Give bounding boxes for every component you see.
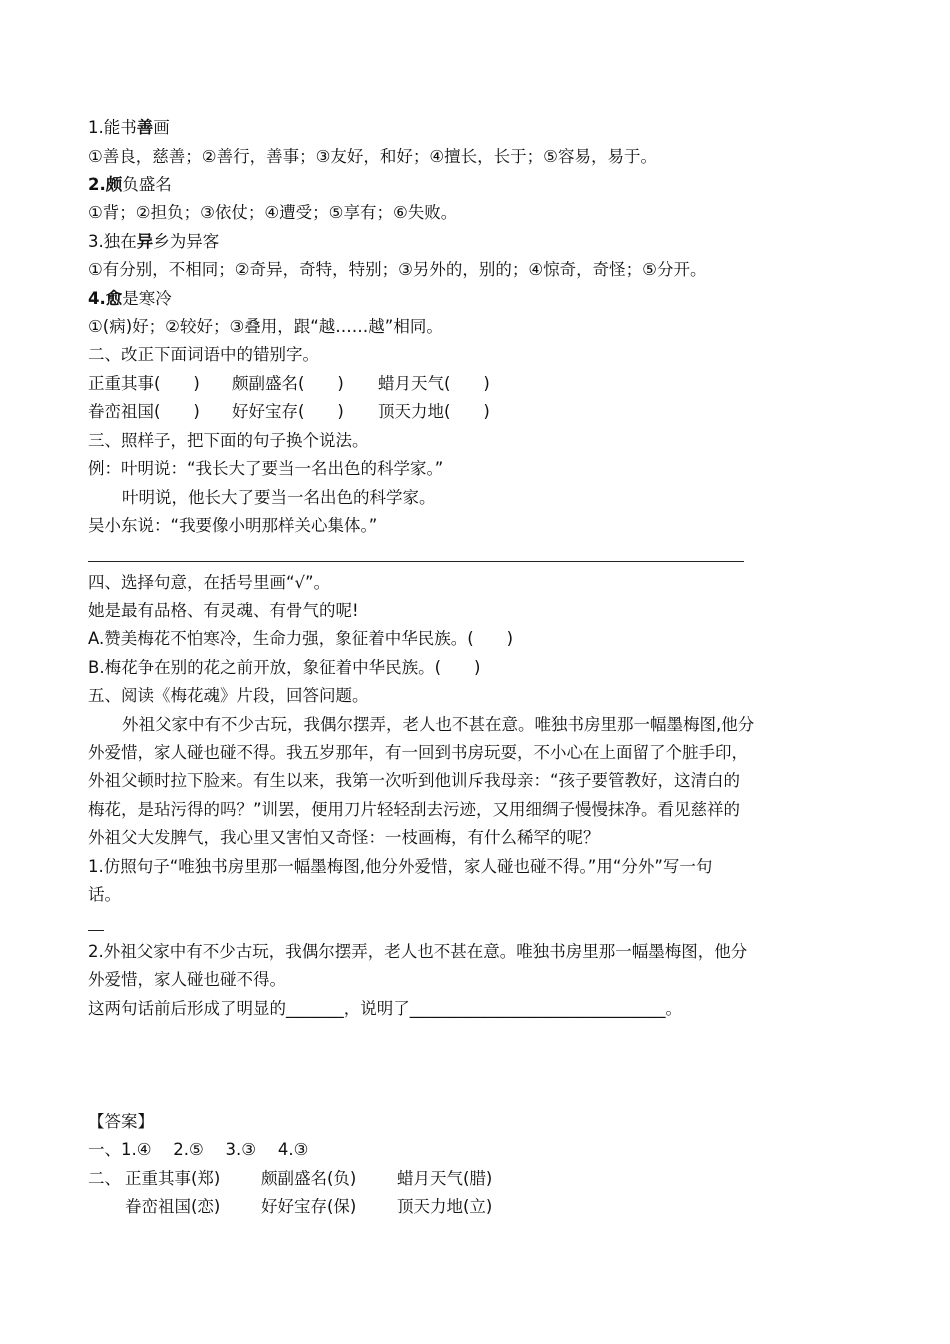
answer-word: 眷峦祖国(恋) xyxy=(125,1197,221,1216)
q1-item1: 1.能书善画 xyxy=(88,118,170,137)
q2-word: 好好宝存( ) xyxy=(232,402,344,421)
q4-title: 四、选择句意，在括号里画“√”。 xyxy=(88,573,331,592)
q4-sentence: 她是最有品格、有灵魂、有骨气的呢! xyxy=(88,601,359,620)
q5-title: 五、阅读《梅花魂》片段，回答问题。 xyxy=(88,686,369,705)
q1-item3-options: ①有分别，不相同；②奇异，奇特，特别；③另外的，别的；④惊奇，奇怪；⑤分开。 xyxy=(88,260,707,279)
q1-item4: 4.愈是寒冷 xyxy=(88,289,172,308)
q3-example-answer: 叶明说，他长大了要当一名出色的科学家。 xyxy=(122,488,436,507)
answers-title: 【答案】 xyxy=(88,1112,154,1131)
q5-passage-line: 梅花，是玷污得的吗？”训罢，便用刀片轻轻刮去污迹，又用细绸子慢慢抹净。看见慈祥的 xyxy=(88,800,741,819)
q2-word: 蜡月天气( ) xyxy=(378,374,490,393)
answer-word: 好好宝存(保) xyxy=(261,1197,357,1216)
answers-line1: 一、1.④ 2.⑤ 3.③ 4.③ xyxy=(88,1140,309,1159)
q4-option-b[interactable]: B.梅花争在别的花之前开放，象征着中华民族。( ) xyxy=(88,658,481,677)
q5-sub2: 外爱惜，家人碰也碰不得。 xyxy=(88,970,286,989)
q3-title: 三、照样子，把下面的句子换个说法。 xyxy=(88,431,369,450)
q1-item2: 2.颇负盛名 xyxy=(88,175,172,194)
q2-row1 xyxy=(88,370,863,399)
q2-title: 二、改正下面词语中的错别字。 xyxy=(88,345,319,364)
q5-passage-line: 外爱惜，家人碰也碰不得。我五岁那年，有一回到书房玩耍，不小心在上面留了个脏手印， xyxy=(88,743,748,762)
q2-row2 xyxy=(88,398,863,427)
q5-passage-line: 外祖父家中有不少古玩，我偶尔摆弄，老人也不甚在意。唯独书房里那一幅墨梅图,他分 xyxy=(122,715,755,734)
q5-passage-line: 外祖父顿时拉下脸来。有生以来，我第一次听到他训斥我母亲：“孩子要管教好，这清白的 xyxy=(88,771,741,790)
q5-passage-line: 外祖父大发脾气，我心里又害怕又奇怪：一枝画梅，有什么稀罕的呢？ xyxy=(88,828,600,847)
q1-item3: 3.独在异乡为异客 xyxy=(88,232,220,251)
q5-sub1: 1.仿照句子“唯独书房里那一幅墨梅图,他分外爱惜，家人碰也碰不得。”用“分外”写一句 xyxy=(88,857,713,876)
q1-item2-options: ①背；②担负；③依仗；④遭受；⑤享有；⑥失败。 xyxy=(88,203,458,222)
answer-word: 顶天力地(立) xyxy=(397,1197,493,1216)
answers-line3 xyxy=(125,1193,900,1222)
answers-line2: 二、 正重其事(郑) 颇副盛名(负) 蜡月天气(腊) xyxy=(88,1165,863,1194)
q5-sub2: 2.外祖父家中有不少古玩，我偶尔摆弄，老人也不甚在意。唯独书房里那一幅墨梅图，他分 xyxy=(88,942,748,961)
q3-answer-line[interactable] xyxy=(88,561,744,562)
q2-word: 正重其事( ) xyxy=(88,374,200,393)
q2-word: 眷峦祖国( ) xyxy=(88,402,200,421)
q1-item1-options: ①善良，慈善；②善行，善事；③友好，和好；④擅长，长于；⑤容易，易于。 xyxy=(88,147,657,166)
answer-word: 正重其事(郑) xyxy=(125,1169,221,1188)
q2-word: 顶天力地( ) xyxy=(378,402,490,421)
q5-sub1-answer-line[interactable] xyxy=(88,930,104,931)
q5-sub1: 话。 xyxy=(88,885,121,904)
answer-word: 颇副盛名(负) xyxy=(261,1169,357,1188)
q3-example: 例：叶明说：“我长大了要当一名出色的科学家。” xyxy=(88,459,444,478)
q3-question: 吴小东说：“我要像小明那样关心集体。” xyxy=(88,516,378,535)
q2-word: 颇副盛名( ) xyxy=(232,374,344,393)
q5-sub2-fill[interactable]: 这两句话前后形成了明显的_______，说明了_______________________________。 xyxy=(88,999,682,1018)
q4-option-a[interactable]: A.赞美梅花不怕寒冷，生命力强，象征着中华民族。( ) xyxy=(88,629,514,648)
q1-item4-options: ①(病)好；②较好；③叠用，跟“越……越”相同。 xyxy=(88,317,443,336)
answer-word: 蜡月天气(腊) xyxy=(397,1169,493,1188)
